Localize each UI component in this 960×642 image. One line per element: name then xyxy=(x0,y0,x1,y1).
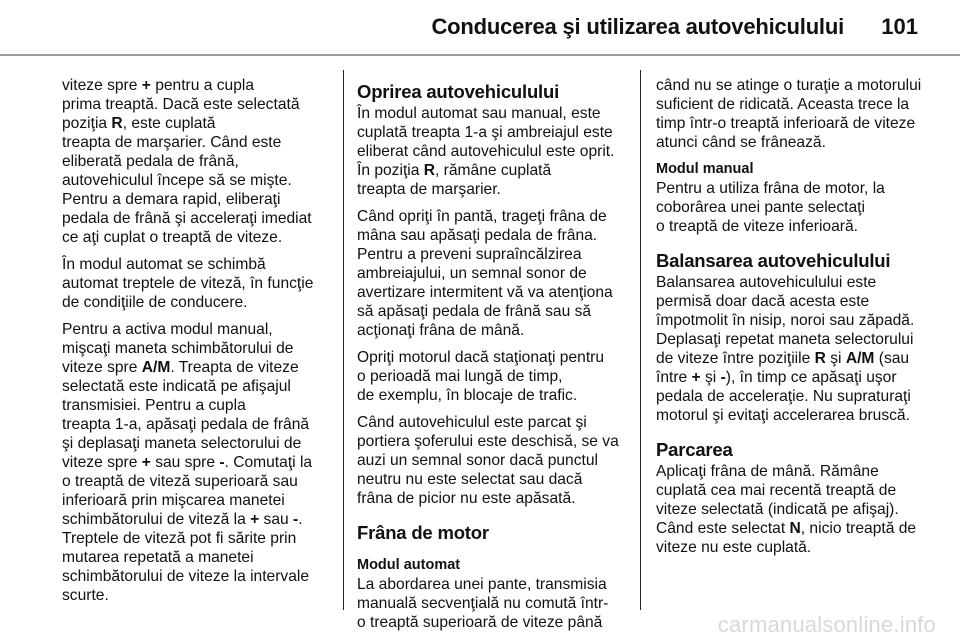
column-1 xyxy=(62,76,324,613)
subheading: Modul automat xyxy=(357,557,461,573)
section-heading: Oprirea autovehiculului xyxy=(357,81,560,102)
paragraph: Pentru a utiliza frâna de motor, la coborârea unei pante selectaţi o treaptă de viteze inferioară. xyxy=(656,180,885,235)
page-title: Conducerea şi utilizarea autovehiculului xyxy=(431,14,844,39)
paragraph: când nu se atinge o turaţie a motorului suficient de ridicată. Aceasta trece la timp într-o treaptă inferioară de viteze atunci când se frânează. xyxy=(656,77,922,151)
paragraph: În modul automat se schimbă automat treptele de viteză, în funcţie de condiţiile de conducere. xyxy=(62,256,314,311)
column-3 xyxy=(656,76,928,565)
paragraph: La abordarea unei pante, transmisia manuală secvenţială nu comută într- o treaptă superioară de viteze până xyxy=(357,576,609,631)
watermark: carmanualsonline.info xyxy=(717,612,936,637)
paragraph: Când autovehiculul este parcat şi portiera şoferului este deschisă, se va auzi un semnal sonor dacă punctul neutru nu este selectat sau dacă frâna de picior nu este apăsată. xyxy=(357,414,619,507)
section-heading: Balansarea autovehiculului xyxy=(656,250,891,271)
header-rule xyxy=(0,54,960,56)
column-divider-1 xyxy=(343,70,344,610)
section-heading: Parcarea xyxy=(656,439,733,460)
page-header xyxy=(0,0,960,58)
paragraph: Balansarea autovehiculului este permisă doar dacă acesta este împotmolit în nisip, noroi sau zăpadă. Deplasaţi repetat maneta selectorului de viteze între poziţiile R şi A/M (sau între + şi -), în timp ce apăsaţi uşor pedala de acceleraţie. Nu supraturaţi motorul şi evitaţi accelerarea bruscă. xyxy=(656,274,915,424)
subheading: Modul manual xyxy=(656,161,754,177)
paragraph: Opriţi motorul dacă staţionaţi pentru o perioadă mai lungă de timp, de exemplu, în blocaje de trafic. xyxy=(357,349,605,404)
section-heading: Frâna de motor xyxy=(357,522,489,543)
paragraph: Când opriţi în pantă, trageţi frâna de mâna sau apăsaţi pedala de frâna. Pentru a preveni supraîncălzirea ambreiajului, un semnal sonor de avertizare intermitent vă va atenţiona să apăsaţi pedala de frână sau să acţionaţi frâna de mână. xyxy=(357,208,613,339)
paragraph: Aplicaţi frâna de mână. Rămâne cuplată cea mai recentă treaptă de viteze selectată (indicată pe afişaj). Când este selectat N, nicio treaptă de viteze nu este cuplată. xyxy=(656,463,917,556)
column-2 xyxy=(357,81,621,640)
paragraph: În modul automat sau manual, este cuplată treapta 1-a şi ambreiajul este eliberat când autovehiculul este oprit. În poziţia R, rămâne cuplată treapta de marşarier. xyxy=(357,105,615,198)
column-divider-2 xyxy=(640,70,641,610)
paragraph: viteze spre + pentru a cupla prima treaptă. Dacă este selectată poziţia R, este cuplată treapta de marşarier. Când este eliberată pedala de frână, autovehiculul începe să se mişte. Pentru a demara rapid, eliberaţi pedala de frână şi acceleraţi imediat ce aţi cuplat o treaptă de viteze. xyxy=(62,77,312,246)
paragraph: Pentru a activa modul manual, mişcaţi maneta schimbătorului de viteze spre A/M. Treapta de viteze selectată este indicată pe afişajul transmisiei. Pentru a cupla treapta 1-a, apăsaţi pedala de frână şi deplasaţi maneta selectorului de viteze spre + sau spre -. Comutaţi la o treaptă de viteză superioară sau inferioară prin mişcarea manetei schimbătorului de viteză la + sau -. Treptele de viteză pot fi sărite prin mutarea repetată a manetei schimbătorului de viteze la intervale scurte. xyxy=(62,321,313,604)
page-number: 101 xyxy=(881,14,918,39)
